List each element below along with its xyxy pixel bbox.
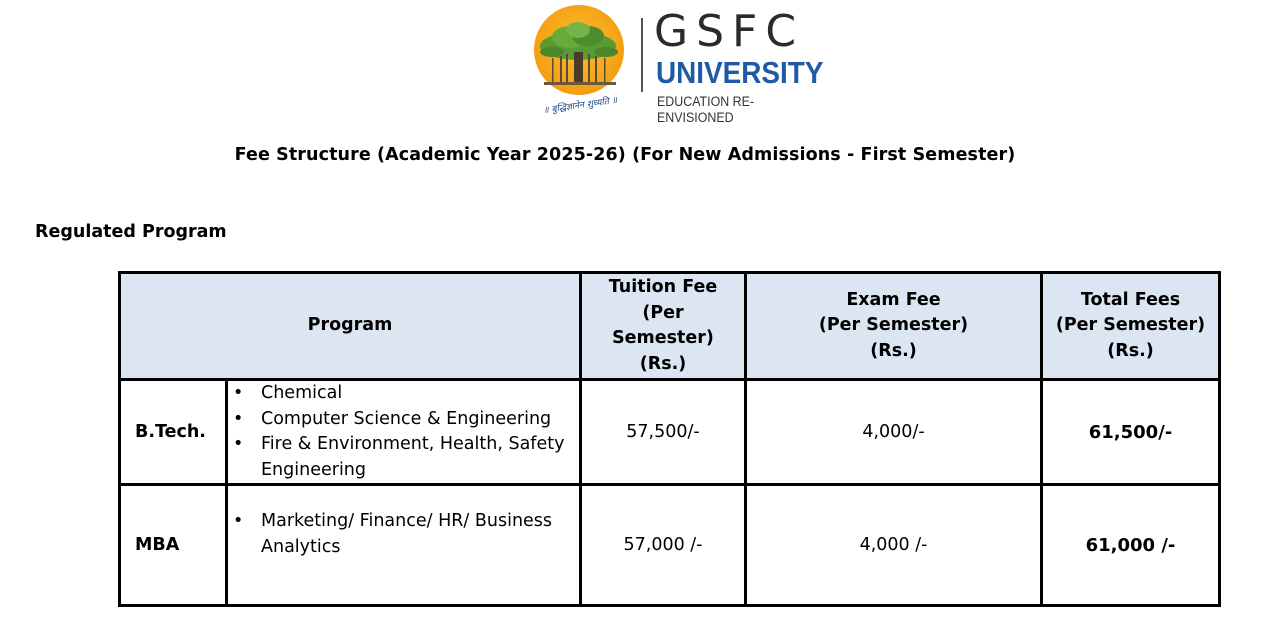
total-fee-value: 61,500/- [1042, 380, 1220, 485]
header-tuition-line: (Per [642, 302, 684, 323]
list-item: • Computer Science & Engineering [228, 407, 579, 433]
list-item: • Fire & Environment, Health, Safety Engineering [228, 432, 579, 483]
logo-tagline: EDUCATION RE-ENVISIONED [657, 94, 755, 125]
table-row-mba [120, 485, 1220, 606]
header-exam-line: (Per Semester) [818, 315, 969, 336]
list-item: • Marketing/ Finance/ HR/ Business Analytics [228, 509, 579, 560]
specializations-cell [227, 485, 581, 606]
header-exam-fee [746, 273, 1042, 380]
program-name: MBA [120, 485, 227, 606]
svg-text:॥ बुद्धिज्ञानेन शुध्यति ॥: ॥ बुद्धिज्ञानेन शुध्यति ॥ [542, 95, 618, 116]
document-title: Fee Structure (Academic Year 2025-26) (For New Admissions - First Semester) [234, 145, 1016, 165]
program-name: B.Tech. [120, 380, 227, 485]
header-exam-line: Exam Fee [846, 289, 941, 310]
tuition-fee-value: 57,500/- [581, 380, 746, 485]
header-total-line: (Rs.) [1107, 340, 1154, 361]
logo-gsfc-text: GSFC [654, 6, 805, 57]
header-total-fees [1042, 273, 1220, 380]
university-logo [530, 4, 830, 125]
header-tuition-line: Semester) [612, 328, 714, 348]
specializations-list [228, 509, 579, 560]
header-total-line: Total Fees [1080, 289, 1181, 310]
table-row-btech [120, 380, 1220, 485]
header-exam-line: (Rs.) [870, 340, 917, 361]
exam-fee-value: 4,000 /- [746, 485, 1042, 606]
specializations-list [228, 381, 579, 483]
header-total-line: (Per Semester) [1055, 315, 1206, 336]
header-tuition-line: Tuition Fee [608, 277, 718, 297]
list-item: • Chemical [228, 381, 579, 407]
total-fee-value: 61,000 /- [1042, 485, 1220, 606]
fee-structure-table [118, 271, 1221, 607]
logo-university-text: UNIVERSITY [656, 55, 824, 90]
table-header-row [120, 273, 1220, 380]
banyan-tree-emblem-icon [530, 4, 630, 116]
header-tuition-line: (Rs.) [639, 353, 687, 374]
header-tuition-fee [581, 273, 746, 380]
header-program: Program [120, 273, 581, 380]
tuition-fee-value: 57,000 /- [581, 485, 746, 606]
specializations-cell [227, 380, 581, 485]
exam-fee-value: 4,000/- [746, 380, 1042, 485]
logo-divider [641, 18, 643, 92]
section-heading: Regulated Program [35, 222, 227, 242]
